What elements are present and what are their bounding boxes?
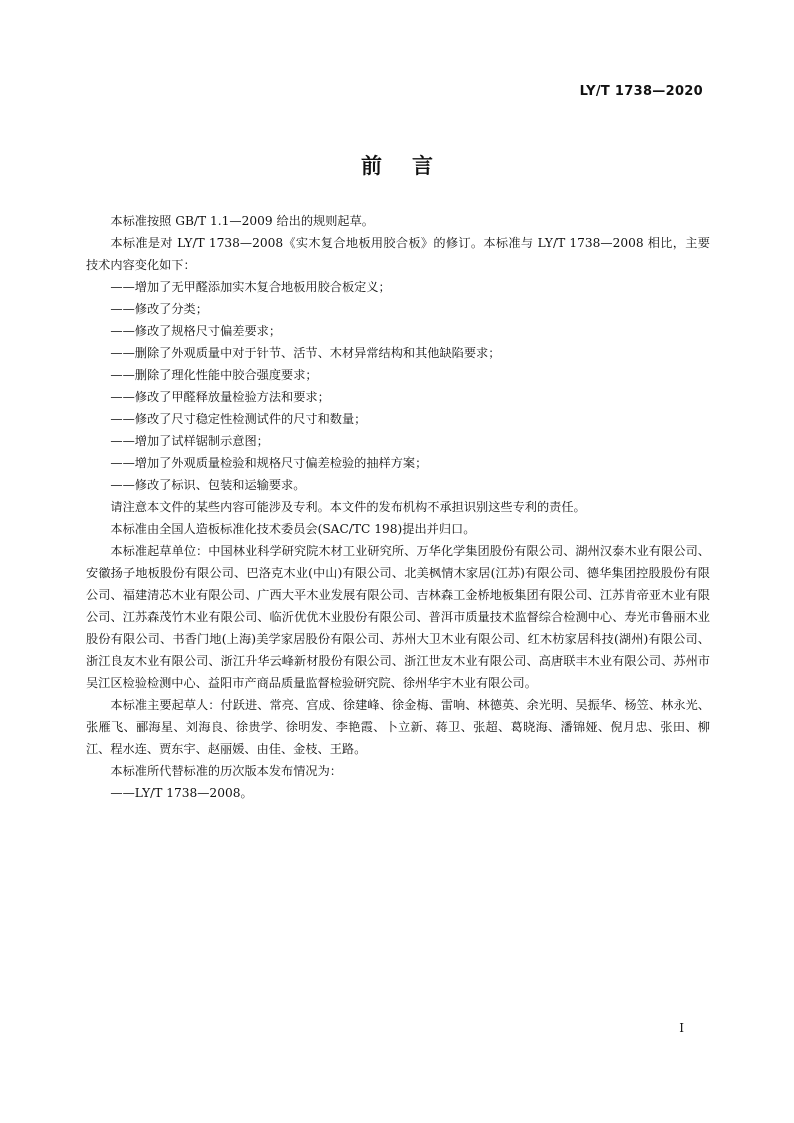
paragraph-drafting-units: 本标准起草单位：中国林业科学研究院木材工业研究所、万华化学集团股份有限公司、湖州汉泰木业有限公司、安徽扬子地板股份有限公司、巴洛克木业(中山)有限公司、北美枫情木家居(江苏)有限公司、德华集团控股股份有限公司、福建清芯木业有限公司、广西大平木业发展有限公司、吉林森工金桥地板集团有限公司、江苏肯帝亚木业有限公司、江苏森茂竹木业有限公司、临沂优优木业股份有限公司、普洱市质量技术监督综合检测中心、寿光市鲁丽木业股份有限公司、书香门地(上海)美学家居股份有限公司、苏州大卫木业有限公司、红木枋家居科技(湖州)有限公司、浙江良友木业有限公司、浙江升华云峰新材股份有限公司、浙江世友木业有限公司、高唐联丰木业有限公司、苏州市吴江区检验检测中心、益阳市产商品质量监督检验研究院、徐州华宇木业有限公司。 xyxy=(86,544,710,690)
list-item: ——LY/T 1738—2008。 xyxy=(110,786,253,800)
page-title: 前言 xyxy=(361,154,463,178)
standard-code: LY/T 1738—2020 xyxy=(579,84,703,99)
list-item: ——修改了甲醛释放量检验方法和要求； xyxy=(110,390,330,404)
foreword-body xyxy=(86,210,710,804)
paragraph-drafting-rules: 本标准按照 GB/T 1.1—2009 给出的规则起草。 xyxy=(110,214,374,228)
paragraph-proposer: 本标准由全国人造板标准化技术委员会(SAC/TC 198)提出并归口。 xyxy=(110,522,476,536)
list-item: ——修改了尺寸稳定性检测试件的尺寸和数量； xyxy=(110,412,367,426)
list-item: ——修改了标识、包装和运输要求。 xyxy=(110,478,306,492)
list-item: ——修改了分类； xyxy=(110,302,208,316)
paragraph-patent-notice: 请注意本文件的某些内容可能涉及专利。本文件的发布机构不承担识别这些专利的责任。 xyxy=(110,500,586,514)
history-list xyxy=(86,782,710,804)
list-item: ——增加了无甲醛添加实木复合地板用胶合板定义； xyxy=(110,280,391,294)
paragraph-history-intro: 本标准所代替标准的历次版本发布情况为： xyxy=(110,764,342,778)
list-item: ——增加了外观质量检验和规格尺寸偏差检验的抽样方案； xyxy=(110,456,428,470)
list-item: ——修改了规格尺寸偏差要求； xyxy=(110,324,282,338)
list-item: ——增加了试样锯制示意图； xyxy=(110,434,269,448)
list-item: ——删除了理化性能中胶合强度要求； xyxy=(110,368,318,382)
list-item: ——删除了外观质量中对于针节、活节、木材异常结构和其他缺陷要求； xyxy=(110,346,501,360)
paragraph-revision-summary: 本标准是对 LY/T 1738—2008《实木复合地板用胶合板》的修订。本标准与 LY/T 1738—2008 相比，主要技术内容变化如下： xyxy=(86,236,710,272)
paragraph-drafters: 本标准主要起草人：付跃进、常亮、宫成、徐建峰、徐金梅、雷响、林德英、余光明、吴振华、杨笠、林永光、张雁飞、郦海星、刘海良、徐贵学、徐明发、李艳霞、卜立新、蒋卫、张超、葛晓海、潘锦娅、倪月忠、张田、柳江、程水连、贾东宇、赵丽媛、由佳、金枝、王路。 xyxy=(86,698,710,756)
changes-list xyxy=(86,276,710,496)
page-number: I xyxy=(679,1021,684,1035)
